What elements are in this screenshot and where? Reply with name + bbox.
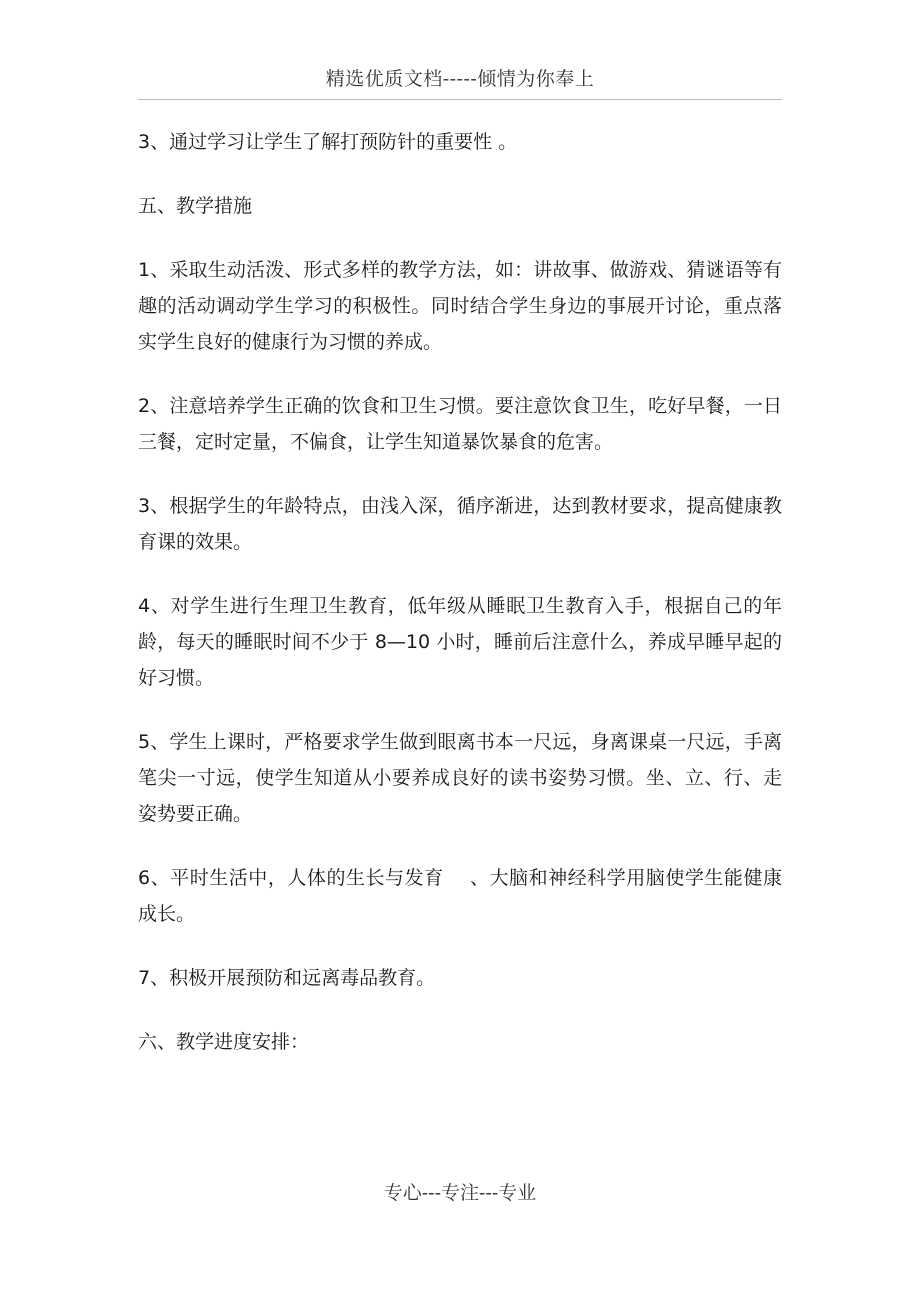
paragraph-measure-7: 7、积极开展预防和远离毒品教育。 bbox=[138, 967, 436, 989]
page-header: 精选优质文档-----倾情为你奉上 bbox=[325, 68, 595, 90]
header-divider bbox=[138, 99, 782, 100]
section-heading-teaching-measures: 五、教学措施 bbox=[138, 195, 253, 217]
page-footer: 专心---专注---专业 bbox=[383, 1182, 537, 1204]
paragraph-measure-1: 1、采取生动活泼、形式多样的教学方法，如：讲故事、做游戏、猜谜语等有趣的活动调动学生学习的积极性。同时结合学生身边的事展开讨论，重点落实学生良好的健康行为习惯的养成。 bbox=[138, 259, 782, 353]
paragraph-goal-3: 3、通过学习让学生了解打预防针的重要性 。 bbox=[138, 131, 518, 153]
paragraph-measure-2: 2、注意培养学生正确的饮食和卫生习惯。要注意饮食卫生，吃好早餐，一日三餐，定时定量，不偏食，让学生知道暴饮暴食的危害。 bbox=[138, 395, 782, 453]
paragraph-measure-4: 4、对学生进行生理卫生教育，低年级从睡眠卫生教育入手，根据自己的年龄，每天的睡眠时间不少于 8—10 小时，睡前后注意什么，养成早睡早起的好习惯。 bbox=[138, 595, 782, 689]
paragraph-measure-6: 6、平时生活中，人体的生长与发育 、大脑和神经科学用脑使学生能健康成长。 bbox=[138, 867, 782, 925]
paragraph-measure-3: 3、根据学生的年龄特点，由浅入深，循序渐进，达到教材要求，提高健康教育课的效果。 bbox=[138, 495, 782, 553]
document-body bbox=[138, 124, 782, 1088]
paragraph-measure-5: 5、学生上课时，严格要求学生做到眼离书本一尺远，身离课桌一尺远，手离笔尖一寸远，使学生知道从小要养成良好的读书姿势习惯。坐、立、行、走姿势要正确。 bbox=[138, 731, 782, 825]
section-heading-schedule: 六、教学进度安排： bbox=[138, 1031, 310, 1053]
